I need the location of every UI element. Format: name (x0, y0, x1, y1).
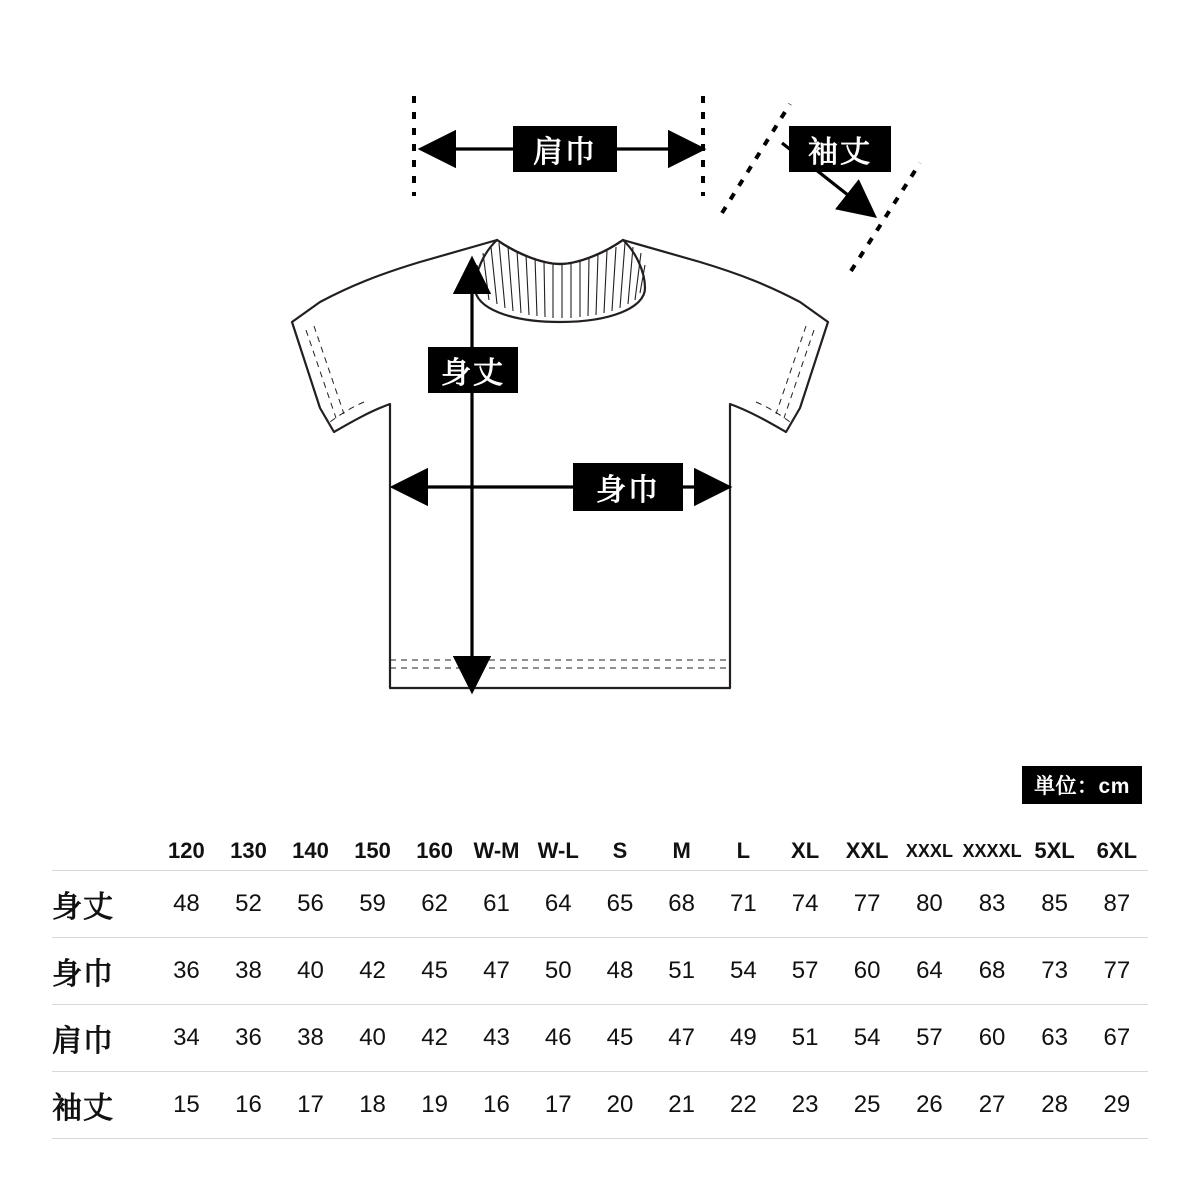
label-body-width: 身巾 (573, 463, 683, 511)
unit-badge: 単位：cm (1022, 766, 1142, 804)
table-row (52, 1005, 1148, 1072)
cell-body-width-3: 42 (359, 957, 386, 984)
header-size-1: 130 (230, 838, 267, 863)
table-header-row (52, 832, 1148, 871)
label-body-length: 身丈 (428, 347, 518, 393)
cell-sleeve-length-2: 17 (297, 1091, 324, 1118)
cell-body-width-4: 45 (421, 957, 448, 984)
cell-sleeve-length-12: 26 (916, 1091, 943, 1118)
cell-sleeve-length-8: 21 (668, 1091, 695, 1118)
cell-body-width-0: 36 (173, 957, 200, 984)
header-size-11: XXL (845, 838, 889, 863)
header-size-7: S (612, 838, 628, 863)
table-body (52, 871, 1148, 1139)
cell-body-length-4: 62 (421, 890, 448, 917)
cell-body-length-13: 83 (978, 890, 1006, 917)
label-sleeve-length: 袖丈 (789, 126, 891, 172)
cell-body-length-6: 64 (544, 890, 572, 917)
table-row (52, 938, 1148, 1005)
cell-body-length-3: 59 (359, 890, 386, 917)
header-size-9: L (736, 838, 751, 863)
cell-sleeve-length-7: 20 (606, 1091, 634, 1118)
cell-body-length-8: 68 (668, 890, 695, 917)
cell-body-width-13: 68 (978, 957, 1006, 984)
cell-body-width-12: 64 (916, 957, 943, 984)
cell-sleeve-length-14: 28 (1041, 1091, 1068, 1118)
cell-sleeve-length-10: 23 (791, 1091, 819, 1118)
cell-body-width-11: 60 (853, 957, 881, 984)
table-header (52, 832, 1148, 871)
row-label-sleeve-length: 袖丈 (52, 1092, 114, 1125)
cell-body-length-15: 87 (1103, 890, 1131, 917)
cell-shoulder-width-7: 45 (606, 1024, 634, 1051)
table-row (52, 1072, 1148, 1139)
header-size-15: 6XL (1096, 838, 1138, 863)
cell-body-length-11: 77 (853, 890, 881, 917)
cell-sleeve-length-15: 29 (1103, 1091, 1131, 1118)
header-size-8: M (672, 838, 691, 863)
cell-shoulder-width-10: 51 (791, 1024, 819, 1051)
cell-body-width-2: 40 (297, 957, 324, 984)
cell-body-width-8: 51 (668, 957, 695, 984)
header-size-13: XXXXL (962, 840, 1022, 861)
cell-shoulder-width-9: 49 (730, 1024, 757, 1051)
cell-body-width-14: 73 (1041, 957, 1068, 984)
cell-sleeve-length-6: 17 (544, 1091, 572, 1118)
cell-body-width-5: 47 (483, 957, 510, 984)
row-label-body-width: 身巾 (52, 958, 114, 991)
cell-body-length-10: 74 (791, 890, 819, 917)
cell-sleeve-length-5: 16 (483, 1091, 510, 1118)
cell-body-length-2: 56 (297, 890, 324, 917)
cell-body-width-7: 48 (606, 957, 634, 984)
cell-body-length-14: 85 (1041, 890, 1068, 917)
cell-sleeve-length-11: 25 (853, 1091, 881, 1118)
size-table (52, 832, 1148, 1139)
header-size-3: 150 (354, 838, 391, 863)
row-label-body-length: 身丈 (52, 891, 114, 924)
row-label-shoulder-width: 肩巾 (52, 1025, 114, 1058)
cell-sleeve-length-0: 15 (173, 1091, 200, 1118)
header-size-10: XL (791, 838, 820, 863)
cell-shoulder-width-1: 36 (235, 1024, 262, 1051)
header-size-6: W-L (537, 838, 579, 863)
cell-shoulder-width-13: 60 (978, 1024, 1006, 1051)
cell-shoulder-width-5: 43 (483, 1024, 510, 1051)
header-corner-cell (52, 832, 155, 871)
cell-body-length-0: 48 (173, 890, 200, 917)
cell-body-length-12: 80 (916, 890, 943, 917)
cell-shoulder-width-2: 38 (297, 1024, 324, 1051)
cell-shoulder-width-15: 67 (1103, 1024, 1131, 1051)
cell-shoulder-width-0: 34 (173, 1024, 200, 1051)
cell-shoulder-width-14: 63 (1041, 1024, 1068, 1051)
cell-body-width-10: 57 (791, 957, 819, 984)
cell-body-width-6: 50 (544, 957, 572, 984)
cell-shoulder-width-11: 54 (853, 1024, 881, 1051)
cell-body-length-9: 71 (730, 890, 757, 917)
cell-body-length-7: 65 (606, 890, 634, 917)
cell-body-width-15: 77 (1103, 957, 1131, 984)
cell-shoulder-width-12: 57 (916, 1024, 943, 1051)
cell-sleeve-length-1: 16 (235, 1091, 262, 1118)
cell-body-length-1: 52 (235, 890, 262, 917)
cell-shoulder-width-3: 40 (359, 1024, 386, 1051)
cell-shoulder-width-8: 47 (668, 1024, 695, 1051)
header-size-0: 120 (168, 838, 205, 863)
header-size-2: 140 (292, 838, 329, 863)
cell-body-length-5: 61 (483, 890, 510, 917)
cell-sleeve-length-13: 27 (978, 1091, 1006, 1118)
cell-sleeve-length-4: 19 (421, 1091, 448, 1118)
label-shoulder-width: 肩巾 (513, 126, 617, 172)
cell-body-width-9: 54 (730, 957, 757, 984)
table-row (52, 871, 1148, 938)
header-size-12: XXXL (905, 840, 953, 861)
header-size-4: 160 (416, 838, 453, 863)
cell-sleeve-length-3: 18 (359, 1091, 386, 1118)
cell-body-width-1: 38 (235, 957, 262, 984)
cell-shoulder-width-6: 46 (544, 1024, 572, 1051)
header-size-5: W-M (473, 838, 520, 863)
header-size-14: 5XL (1034, 838, 1075, 863)
cell-sleeve-length-9: 22 (730, 1091, 757, 1118)
cell-shoulder-width-4: 42 (421, 1024, 448, 1051)
